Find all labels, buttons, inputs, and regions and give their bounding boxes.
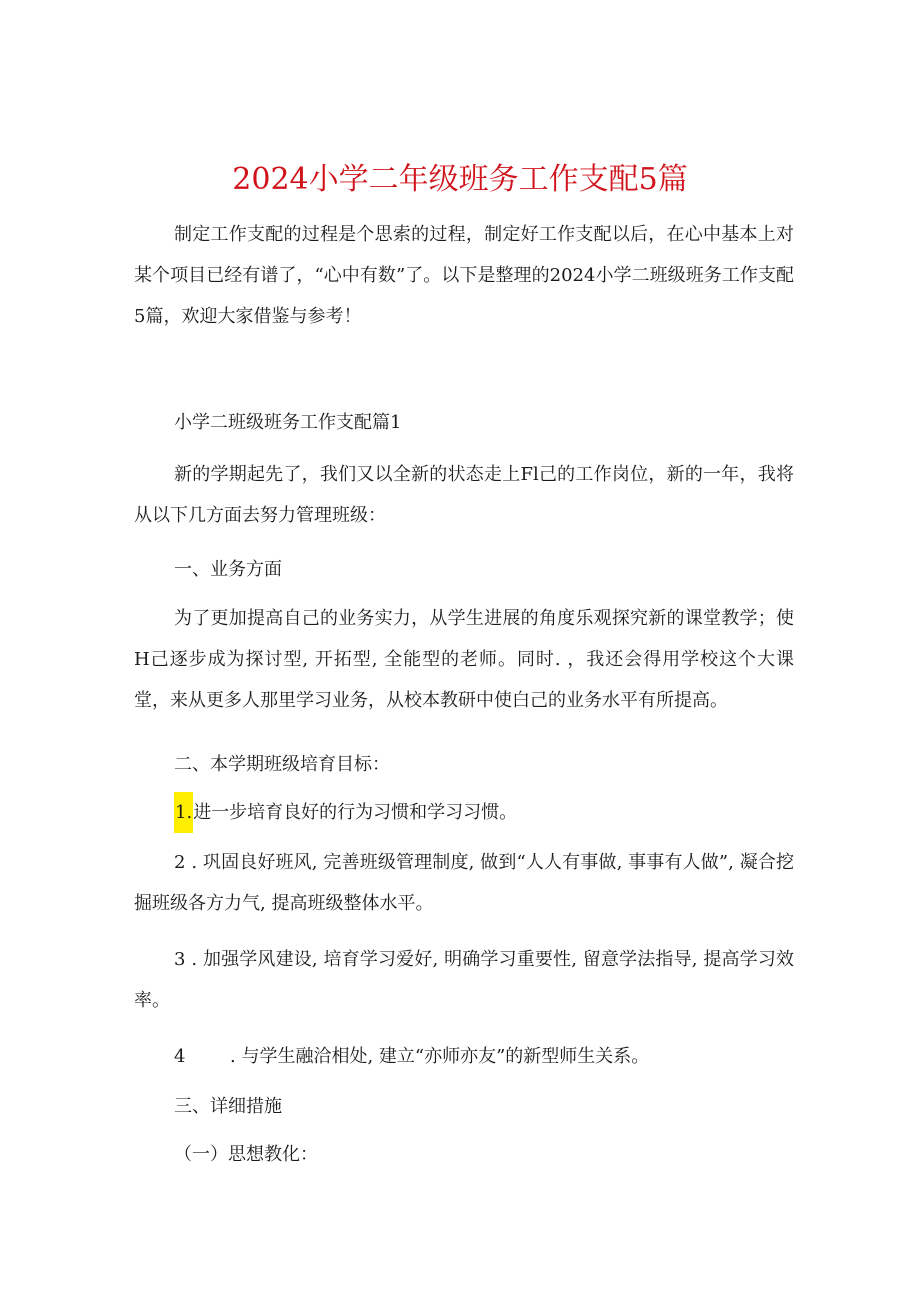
highlighted-number: 1. [174,792,193,833]
intro-paragraph: 制定工作支配的过程是个思索的过程，制定好工作支配以后，在心中基本上对某个项目已经有谱了，“心中有数”了。以下是整理的2024小学二班级班务工作支配5篇，欢迎大家借鉴与参考！ [134,224,794,327]
sub2-heading: 二、本学期班级培育目标： [174,754,390,775]
goal-1 [174,792,517,833]
goal-4 [174,1036,649,1077]
goal-2: 2 . 巩固良好班风, 完善班级管理制度, 做到“人人有事做, 事事有人做”, 凝合挖掘班级各方力气, 提高班级整体水平。 [134,852,794,914]
goal-1-text: 进一步培育良好的行为习惯和学习习惯。 [193,802,518,823]
sub3-1-heading: （一）思想教化： [174,1144,318,1165]
section1-paragraph: 新的学期起先了，我们又以全新的状态走上Fl己的工作岗位，新的一年，我将从以下几方面去努力管理班级： [134,464,794,526]
sub1-heading: 一、业务方面 [174,559,282,580]
sub3-heading: 三、详细措施 [174,1096,282,1117]
goal-3: 3 . 加强学风建设, 培育学习爱好, 明确学习重要性, 留意学法指导, 提高学习效率。 [134,949,794,1011]
goal-4-number: 4 [174,1046,186,1067]
goal-4-text: . 与学生融洽相处, 建立“亦师亦友”的新型师生关系。 [230,1046,650,1067]
document-title: 2024小学二年级班务工作支配5篇 [232,162,688,198]
sub1-paragraph: 为了更加提高自己的业务实力，从学生进展的角度乐观探究新的课堂教学；使H己逐步成为探讨型, 开拓型, 全能型的老师。同时. ，我还会得用学校这个大课堂，来从更多人那里学习业务，从校本教研中使白己的业务水平有所提高。 [134,608,794,711]
section1-heading: 小学二班级班务工作支配篇1 [174,412,402,433]
